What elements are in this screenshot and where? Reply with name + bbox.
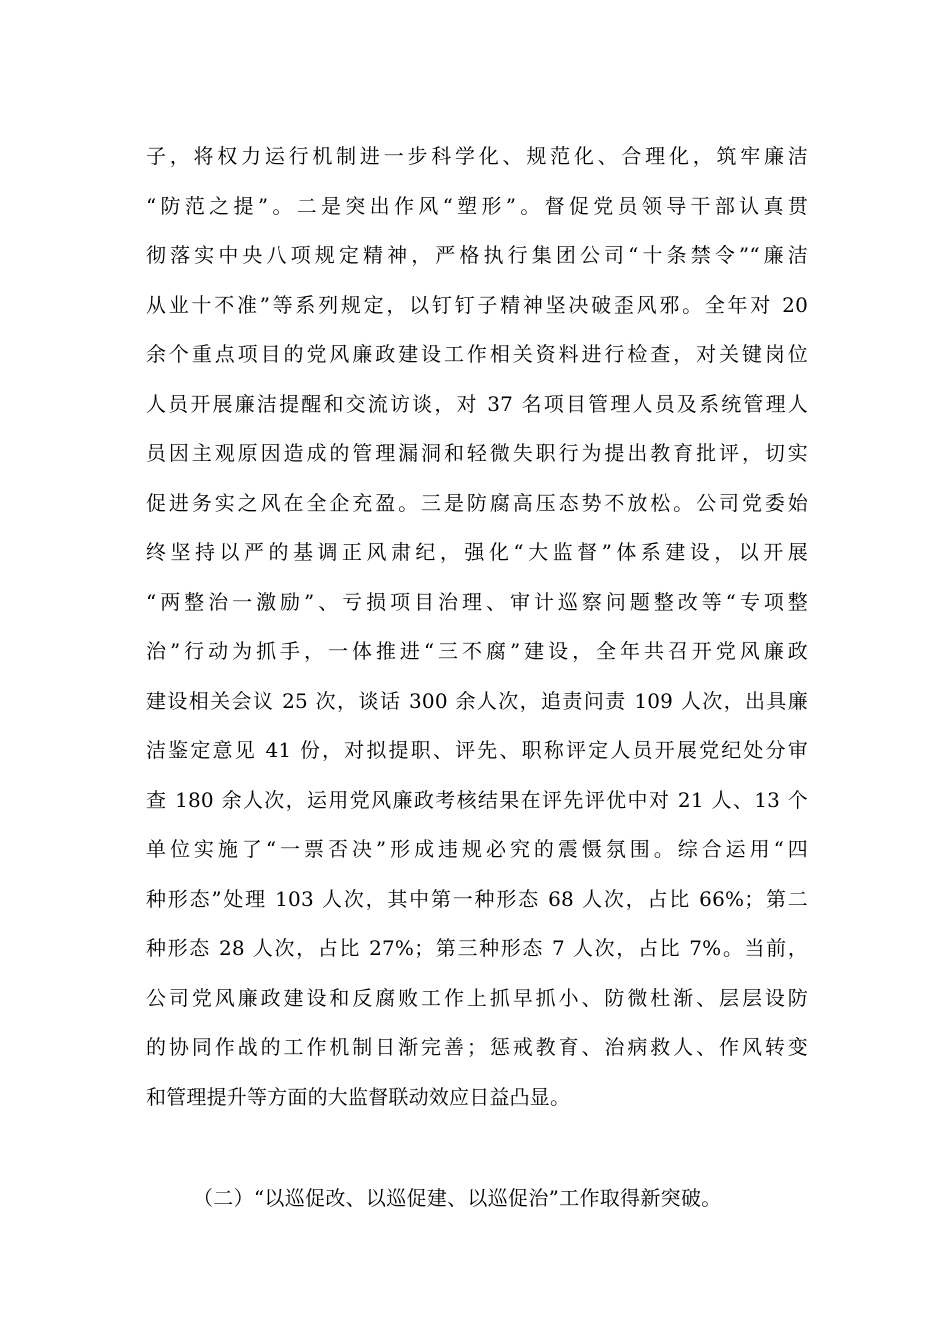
body-paragraph	[146, 132, 808, 1122]
paragraph-line: 单位实施了“一票否决”形成违规必究的震慑氛围。综合运用“四	[146, 837, 808, 861]
paragraph-line: 和管理提升等方面的大监督联动效应日益凸显。	[146, 1084, 571, 1109]
paragraph-line: “两整治一激励”、亏损项目治理、审计巡察问题整改等“专项整	[146, 589, 808, 614]
paragraph-line: 终坚持以严的基调正风肃纪，强化“大监督”体系建设，以开展	[146, 540, 808, 564]
paragraph-line: 查 180 余人次，运用党风廉政考核结果在评先评优中对 21 人、13 个	[146, 787, 808, 812]
paragraph-line: “防范之提”。二是突出作风“塑形”。督促党员领导干部认真贯	[146, 193, 808, 218]
paragraph-line: 员因主观原因造成的管理漏洞和轻微失职行为提出教育批评，切实	[146, 441, 808, 465]
paragraph-line: 公司党风廉政建设和反腐败工作上抓早抓小、防微杜渐、层层设防	[146, 985, 808, 1010]
paragraph-line: 促进务实之风在全企充盈。三是防腐高压态势不放松。公司党委始	[146, 490, 808, 515]
paragraph-line: 彻落实中央八项规定精神，严格执行集团公司“十条禁令”“廉洁	[146, 243, 808, 267]
paragraph-line: 种形态 28 人次，占比 27%；第三种形态 7 人次，占比 7%。当前，	[146, 936, 808, 960]
paragraph-line: 从业十不准”等系列规定，以钉钉子精神坚决破歪风邪。全年对 20	[146, 292, 808, 317]
paragraph-line: 种形态”处理 103 人次，其中第一种形态 68 人次，占比 66%；第二	[146, 886, 808, 911]
paragraph-line: 人员开展廉洁提醒和交流访谈，对 37 名项目管理人员及系统管理人	[146, 391, 808, 416]
paragraph-line: 建设相关会议 25 次，谈话 300 余人次，追责问责 109 人次，出具廉	[146, 688, 808, 713]
paragraph-line: 的协同作战的工作机制日渐完善；惩戒教育、治病救人、作风转变	[146, 1035, 808, 1059]
paragraph-line: 洁鉴定意见 41 份，对拟提职、评先、职称评定人员开展党纪处分审	[146, 738, 808, 762]
paragraph-line: 子，将权力运行机制进一步科学化、规范化、合理化，筑牢廉洁	[146, 144, 808, 168]
paragraph-line: 治”行动为抓手，一体推进“三不腐”建设，全年共召开党风廉政	[146, 639, 808, 663]
section-heading: （二）“以巡促改、以巡促建、以巡促治”工作取得新突破。	[193, 1186, 722, 1210]
paragraph-line: 余个重点项目的党风廉政建设工作相关资料进行检查，对关键岗位	[146, 342, 808, 366]
